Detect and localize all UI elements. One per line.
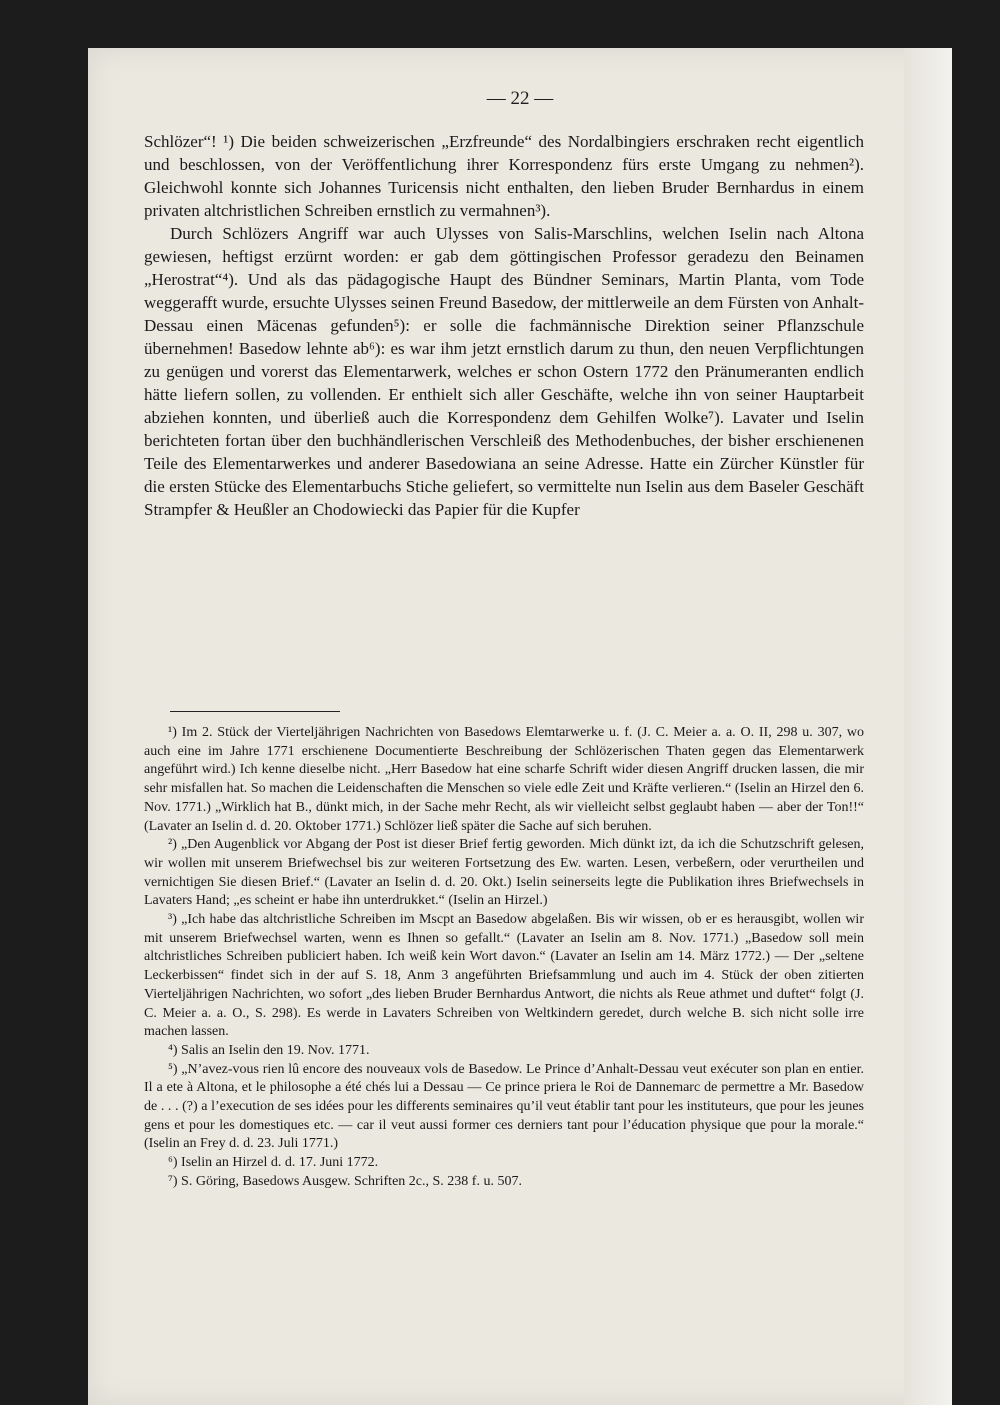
footnote: ⁷) S. Göring, Basedows Ausgew. Schriften 2c., S. 238 f. u. 507. [168, 1173, 522, 1189]
footnote: ⁴) Salis an Iselin den 19. Nov. 1771. [168, 1042, 370, 1058]
footnote: ⁶) Iselin an Hirzel d. d. 17. Juni 1772. [168, 1155, 379, 1171]
footnote: ¹) Im 2. Stück der Vierteljährigen Nachrichten von Basedows Elemtarwerke u. f. (J. C. Meier a. a. O. II, 298 u. 307, wo auch eine im Jahre 1771 erschienene Documentierte Beschreibung der Schlözerischen Thaten gegen das Elementarwerk angeführt wird.) Ich kenne dieselbe nicht. „Herr Basedow hat eine scharfe Schrift wider diesen Angriff drucken lassen, die mir sehr misfallen hat. So machen die Leidenschaften die Menschen so viele edle Zeit und Kräfte verlieren.“ (Iselin an Hirzel den 6. Nov. 1771.) „Wirklich hat B., dünkt mich, in der Sache mehr Recht, als wir vielleicht selbst geglaubt haben — aber der Ton!!“ (Lavater an Iselin d. d. 20. Oktober 1771.) Schlözer ließ später die Sache auf sich beruhen. [144, 725, 864, 834]
page-edge [904, 48, 952, 1405]
footnotes [144, 724, 864, 1192]
footnote-separator [170, 711, 340, 712]
footnote: ²) „Den Augenblick vor Abgang der Post ist dieser Brief fertig geworden. Mich dünkt izt, da ich die Schutzschrift gelesen, wir wollen mit unserem Briefwechsel bis zur weiteren Fortsetzung des Ew. warten. Lesen, verbeßern, oder verurtheilen und vernichtigen Sie diesen Brief.“ (Lavater an Iselin d. d. 20. Okt.) Iselin seinerseits legte die Publikation ihres Briefwechsels in Lavaters Hand; „es scheint er habe ihn unterdrukket.“ (Iselin an Hirzel.) [144, 837, 864, 909]
paragraph: Schlözer“! ¹) Die beiden schweizerischen „Erzfreunde“ des Nordalbingiers erschraken recht eigentlich und beschlossen, von der Veröffentlichung ihrer Korrespondenz fürs erste Umgang zu nehmen²). Gleichwohl konnte sich Johannes Turicensis nicht enthalten, den lieben Bruder Bernhardus in einem privaten altchristlichen Schreiben ernstlich zu vermahnen³). [144, 132, 864, 220]
footnote: ³) „Ich habe das altchristliche Schreiben im Mscpt an Basedow abgelaßen. Bis wir wissen, ob er es herausgibt, wollen wir mit unserem Briefwechsel warten, wenn es Ihnen so gefallt.“ (Lavater an Iselin am 8. Nov. 1771.) „Basedow soll mein altchristliches Schreiben publiciert haben. Ich weiß kein Wort davon.“ (Lavater an Iselin am 14. März 1772.) — Der „seltene Leckerbissen“ findet sich in der auf S. 18, Anm 3 angeführten Briefsammlung und auch im 4. Stück der oben zitierten Vierteljährigen Nachrichten, wo sofort „des lieben Bruder Bernhardus Antwort, die nichts als Reue athmet und duftet“ folgt (J. C. Meier a. a. O., S. 298). Es werde in Lavaters Schreiben von Weltkindern geredet, durch welche B. sich nicht solle irre machen lassen. [144, 912, 864, 1040]
footnote: ⁵) „N’avez-vous rien lû encore des nouveaux vols de Basedow. Le Prince d’Anhalt-Dessau veut exécuter son plan en entier. Il a ete à Altona, et le philosophe a été chés lui a Dessau — Ce prince priera le Roi de Dannemarc de permettre a Mr. Basedow de . . . (?) a l’execution de ses idées pour les differents seminaires qu’il veut établir tant pour les instituteurs, que pour les jeunes gens et pour les domestiques etc. — car il veut aussi former ces derniers tant pour l’éducation physique que pour la morale.“ (Iselin an Frey d. d. 23. Juli 1771.) [144, 1061, 864, 1152]
book-page [88, 48, 952, 1405]
paragraph: Durch Schlözers Angriff war auch Ulysses von Salis-Marschlins, welchen Iselin nach Altona gewiesen, heftigst erzürnt worden: er gab dem göttingischen Professor geradezu den Beinamen „Herostrat“⁴). Und als das pädagogische Haupt des Bündner Seminars, Martin Planta, vom Tode weggerafft wurde, ersuchte Ulysses seinen Freund Basedow, der mittlerweile an dem Fürsten von Anhalt-Dessau einen Mäcenas gefunden⁵): er solle die fachmännische Direktion seiner Pflanzschule übernehmen! Basedow lehnte ab⁶): es war ihm jetzt ernstlich darum zu thun, den neuen Verpflichtungen zu genügen und vorerst das Elementarwerk, welches er schon Ostern 1772 den Pränumeranten endlich hätte liefern sollen, zu vollenden. Er enthielt sich aller Geschäfte, welche ihn von seiner Hauptarbeit abziehen konnten, und überließ auch die Korrespondenz dem Gehilfen Wolke⁷). Lavater und Iselin berichteten fortan über den buchhändlerischen Verschleiß des Methodenbuches, der bisher erschienenen Teile des Elementarwerkes und anderer Basedowiana an seine Adresse. Hatte ein Zürcher Künstler für die ersten Stücke des Elementarbuchs Stiche geliefert, so vermittelte nun Iselin aus dem Baseler Geschäft Strampfer & Heußler an Chodowiecki das Papier für die Kupfer [144, 224, 864, 519]
page-number: — 22 — [486, 88, 554, 109]
main-text [144, 130, 864, 521]
